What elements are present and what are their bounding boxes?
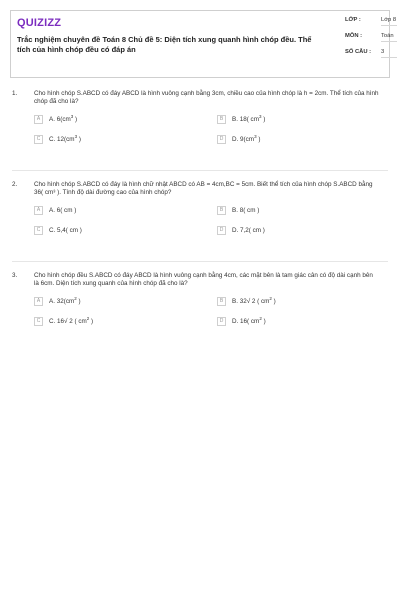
- option-c-label: [49, 134, 81, 143]
- question-1: [12, 90, 388, 160]
- option-b-sup: 3: [258, 114, 262, 120]
- option-c-sup: 3: [74, 134, 78, 140]
- meta-value: 3: [381, 49, 397, 58]
- option-a-label: A. 6( cm ): [49, 206, 77, 214]
- option-c-text: C. 16√ 2 (: [49, 318, 79, 326]
- meta-label: LỚP :: [345, 17, 361, 23]
- worksheet-meta: [345, 17, 397, 65]
- option-b-checkbox[interactable]: B: [217, 297, 226, 306]
- option-d-unit: cm: [245, 136, 255, 144]
- question-number: 2.: [12, 181, 18, 188]
- option-a-checkbox[interactable]: A: [34, 206, 43, 215]
- option-a-checkbox[interactable]: A: [34, 115, 43, 124]
- option-c-checkbox[interactable]: C: [34, 317, 43, 326]
- option-b[interactable]: [217, 205, 259, 215]
- option-d-label: [232, 134, 260, 143]
- option-c-label: C. 5,4( cm ): [49, 226, 82, 234]
- option-a-text: A. 6(: [49, 116, 63, 124]
- option-c-checkbox[interactable]: C: [34, 226, 43, 235]
- meta-row-question-count: [345, 49, 397, 65]
- meta-label: MÔN :: [345, 33, 363, 39]
- option-d-unit: cm: [250, 318, 260, 326]
- option-c-sup: 2: [86, 316, 90, 322]
- option-c[interactable]: [34, 225, 82, 235]
- option-b-sup: 2: [269, 296, 272, 302]
- options: [34, 296, 388, 342]
- worksheet-title: Trắc nghiệm chuyên đề Toán 8 Chủ đề 5: Diện tích xung quanh hình chóp đều. Thể tích của hình chóp đều có đáp án: [17, 35, 312, 54]
- option-a-unit: cm: [62, 116, 71, 124]
- option-c-unit: cm: [66, 136, 75, 144]
- option-d-label: [232, 316, 266, 325]
- option-a-post: ): [73, 116, 78, 124]
- option-d-checkbox[interactable]: D: [217, 226, 226, 235]
- option-d-sup: 3: [254, 134, 257, 140]
- option-b-label: [232, 114, 265, 123]
- option-a[interactable]: [34, 205, 76, 215]
- option-a-sup: 3: [70, 114, 74, 120]
- option-b[interactable]: [217, 114, 265, 124]
- option-a-unit: cm: [65, 298, 75, 306]
- option-d-text: D. 9(: [232, 136, 246, 144]
- meta-label: SỐ CÂU :: [345, 49, 372, 55]
- option-d-sup: 2: [259, 316, 262, 322]
- question-3: [12, 272, 388, 342]
- option-a[interactable]: [34, 114, 77, 124]
- options: [34, 114, 388, 160]
- option-b-post: ): [271, 298, 276, 306]
- option-b-label: B. 8( cm ): [232, 206, 260, 214]
- option-c[interactable]: [34, 134, 81, 144]
- question-number: 3.: [12, 272, 18, 279]
- option-d-post: ): [256, 136, 261, 144]
- meta-row-subject: [345, 33, 397, 49]
- option-c[interactable]: [34, 316, 93, 326]
- option-c-post: ): [89, 318, 94, 326]
- quizizz-logo: QUIZIZZ: [17, 17, 62, 29]
- option-d-text: D. 16(: [232, 318, 251, 326]
- option-a-label: [49, 114, 77, 123]
- worksheet-header: [10, 10, 397, 78]
- option-b-checkbox[interactable]: B: [217, 115, 226, 124]
- option-b[interactable]: [217, 296, 276, 306]
- option-c-unit: cm: [78, 318, 87, 326]
- meta-value: Toán: [381, 33, 397, 42]
- question-number: 1.: [12, 90, 18, 97]
- question-divider: [12, 261, 388, 262]
- option-a-post: ): [76, 298, 81, 306]
- option-b-text: B. 18(: [232, 116, 249, 124]
- option-b-post: ): [261, 116, 266, 124]
- option-a-checkbox[interactable]: A: [34, 297, 43, 306]
- option-d[interactable]: [217, 134, 260, 144]
- option-b-label: [232, 296, 276, 305]
- options: [34, 205, 388, 251]
- question-2: [12, 181, 388, 251]
- option-a[interactable]: [34, 296, 81, 306]
- option-a-text: A. 32(: [49, 298, 66, 306]
- option-c-label: [49, 316, 93, 325]
- question-text: Cho hình chóp S.ABCD có đáy là hình chữ nhật ABCD có AB = 4cm,BC = 5cm. Biết thể tích của hình chóp S.ABCD bằng 36( cm³ ). Tính độ dài đường cao của hình chóp?: [34, 181, 373, 196]
- option-c-text: C. 12(: [49, 136, 67, 144]
- option-d[interactable]: [217, 225, 265, 235]
- question-text: Cho hình chóp đều S.ABCD có đáy ABCD là hình vuông cạnh bằng 4cm, các mặt bên là tam giác cân có độ dài cạnh bên là 6cm. Diện tích xung quanh của hình chóp đã cho là?: [34, 272, 373, 287]
- option-d-checkbox[interactable]: D: [217, 135, 226, 144]
- option-a-label: [49, 296, 81, 305]
- meta-row-grade: [345, 17, 397, 33]
- meta-value: Lớp 8: [381, 17, 397, 26]
- option-b-checkbox[interactable]: B: [217, 206, 226, 215]
- question-divider: [12, 170, 388, 171]
- option-b-unit: cm: [261, 298, 270, 306]
- option-d-checkbox[interactable]: D: [217, 317, 226, 326]
- option-d[interactable]: [217, 316, 266, 326]
- option-d-post: ): [261, 318, 266, 326]
- option-b-unit: cm: [248, 116, 259, 124]
- option-d-label: D. 7,2( cm ): [232, 226, 265, 234]
- option-c-checkbox[interactable]: C: [34, 135, 43, 144]
- option-b-text: B. 32√ 2 (: [232, 298, 262, 306]
- option-c-post: ): [77, 136, 81, 144]
- question-list: [12, 90, 388, 352]
- option-a-sup: 2: [74, 296, 77, 302]
- question-text: Cho hình chóp S.ABCD có đáy ABCD là hình vuông cạnh bằng 3cm, chiều cao của hình chóp là h = 2cm. Thể tích của hình chóp đã cho là?: [34, 90, 379, 105]
